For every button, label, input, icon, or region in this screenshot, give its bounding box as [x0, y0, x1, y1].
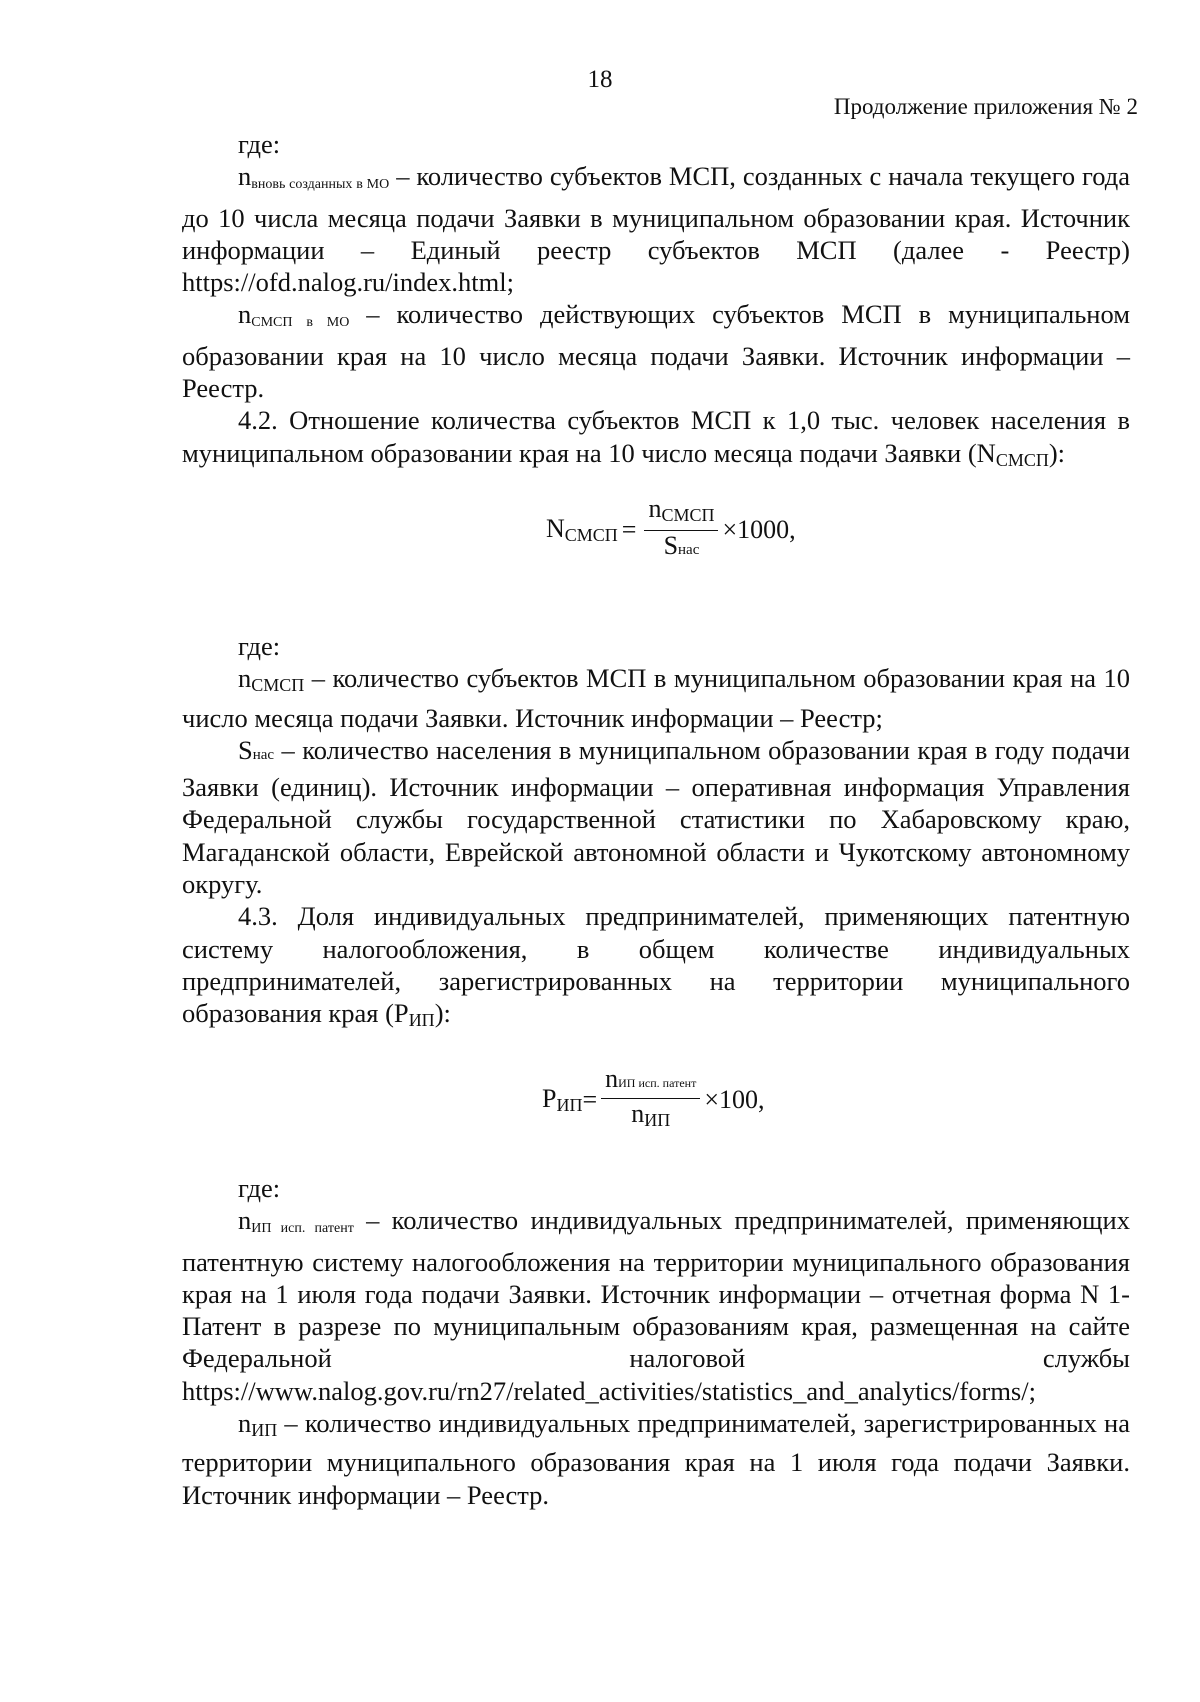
- definition-nip: [182, 1407, 1130, 1511]
- formula-fraction: [644, 496, 718, 563]
- page-number: 18: [587, 66, 613, 93]
- definition-text: – количество индивидуальных предпринимателей, применяющих патентную систему налогообложения на территории муниципального образования края на 1 июля года подачи Заявки. Источник информации – отчетная форма N 1-Патент в разрезе по муниципальным образованиям края, размещенная на сайте Федеральной налоговой службы https://www.nalog.gov.ru/rn27/related_activities/statistics_and_analytics/forms/;: [182, 1205, 1130, 1406]
- item-end: ):: [434, 998, 451, 1029]
- item-4-3: [182, 900, 1130, 1036]
- formula-equals: =: [582, 1084, 598, 1114]
- var-symbol: S: [238, 734, 253, 765]
- var-symbol: n: [238, 1408, 252, 1439]
- definition-active-msp: [182, 298, 1130, 404]
- definition-text: – количество действующих субъектов МСП в муниципальном образовании края на 10 число месяца подачи Заявки. Источник информации – Реестр.: [182, 299, 1130, 404]
- var-symbol: n: [238, 663, 252, 694]
- item-4-2: [182, 404, 1130, 476]
- item-text: 4.3. Доля индивидуальных предпринимателей, применяющих патентную систему налогообложения, в общем количестве индивидуальных предпринимателей, зарегистрированных на территории муниципального образования края (P: [182, 901, 1130, 1029]
- fraction-denominator: nИП: [631, 1099, 671, 1130]
- formula-pip: [542, 1066, 765, 1133]
- definition-ncmsp: [182, 662, 1130, 734]
- var-subscript: ИП: [251, 1420, 278, 1441]
- definition-text: – количество индивидуальных предпринимателей, зарегистрированных на территории муниципального образования края на 1 июля года подачи Заявки. Источник информации – Реестр.: [182, 1408, 1130, 1510]
- var-symbol: n: [238, 299, 252, 330]
- var-symbol: n: [238, 161, 252, 192]
- var-symbol: n: [238, 1205, 252, 1236]
- var-subscript: СМСП: [995, 449, 1049, 470]
- where-label: где:: [238, 129, 281, 159]
- item-text: 4.2. Отношение количества субъектов МСП к 1,0 тыс. человек населения в муниципальном образовании края на 10 число месяца подачи Заявки (N: [182, 405, 1130, 468]
- formula-multiplier: ×100,: [704, 1084, 765, 1114]
- var-subscript: СМСП в МО: [251, 315, 350, 331]
- section-2: [182, 630, 1130, 1037]
- section-1: [182, 128, 1130, 476]
- var-subscript: ИП: [408, 1010, 435, 1031]
- fraction-numerator: nИП исп. патент: [601, 1066, 700, 1099]
- definition-snas: [182, 734, 1130, 900]
- definition-text: – количество населения в муниципальном образовании края в году подачи Заявки (единиц). Источник информации – оперативная информация Управления Федеральной службы государственной статистики по Хабаровскому краю, Магаданской области, Еврейской автономной области и Чукотскому автономному округу.: [182, 734, 1130, 900]
- formula-lhs: PИП: [542, 1083, 583, 1115]
- formula-fraction: [601, 1066, 700, 1133]
- appendix-label: Продолжение приложения № 2: [833, 94, 1138, 119]
- fraction-numerator: nСМСП: [644, 496, 718, 531]
- var-subscript: нас: [252, 746, 275, 763]
- section-3: [182, 1172, 1130, 1511]
- formula-multiplier: ×1000,: [722, 514, 796, 544]
- definition-nip-patent: [182, 1204, 1130, 1407]
- formula-equals: =: [621, 514, 637, 544]
- formula-ncmsp: [546, 496, 796, 563]
- where-label: где:: [238, 631, 281, 661]
- definition-new-msp: [182, 160, 1130, 298]
- var-subscript: ИП исп. патент: [251, 1221, 354, 1237]
- var-subscript: вновь созданных в МО: [251, 177, 390, 193]
- item-end: ):: [1048, 437, 1066, 468]
- definition-text: – количество субъектов МСП, созданных с начала текущего года до 10 числа месяца подачи Заявки в муниципальном образовании края. Источник информации – Единый реестр субъектов МСП (далее - Реестр) https://ofd.nalog.ru/index.html;: [182, 161, 1130, 298]
- where-label: где:: [238, 1173, 281, 1203]
- fraction-denominator: Sнас: [663, 531, 700, 560]
- formula-lhs: NСМСП: [546, 513, 618, 545]
- var-subscript: СМСП: [251, 675, 305, 696]
- definition-text: – количество субъектов МСП в муниципальном образовании края на 10 число месяца подачи Заявки. Источник информации – Реестр;: [182, 663, 1130, 733]
